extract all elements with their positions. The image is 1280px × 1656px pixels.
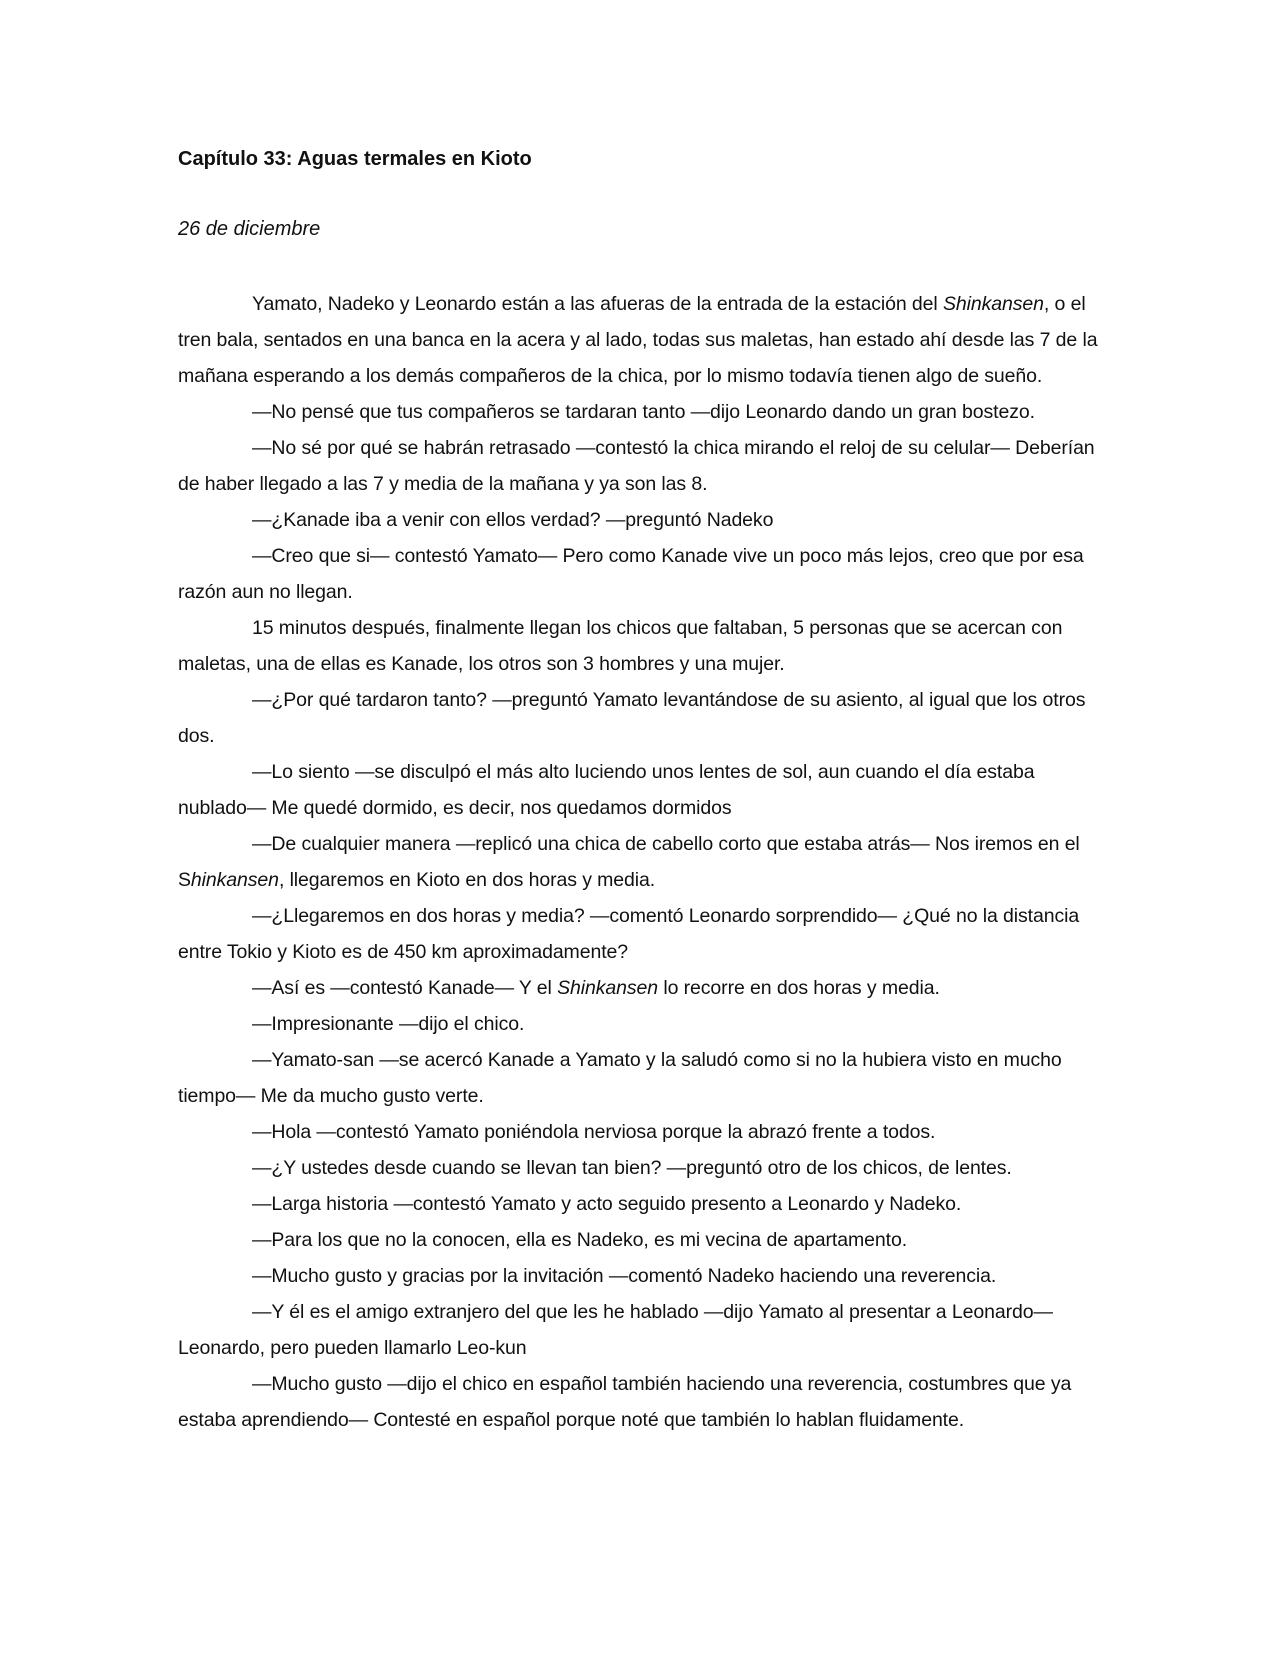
text-run: , o el tren bala, sentados en una banca en la acera y al lado, todas sus maletas, han estado ahí desde las 7 de la mañana esperando a los demás compañeros de la chica, por lo mismo todavía tienen algo de sueño.: [178, 293, 1098, 387]
italic-text-run: Shinkansen: [557, 977, 659, 999]
story-paragraph: [178, 754, 1103, 826]
text-run: —Larga historia —contestó Yamato y acto seguido presento a Leonardo y Nadeko.: [252, 1193, 962, 1215]
story-paragraph: [178, 1042, 1103, 1114]
italic-text-run: hinkansen: [190, 869, 279, 891]
text-run: 15 minutos después, finalmente llegan los chicos que faltaban, 5 personas que se acercan con maletas, una de ellas es Kanade, los otros son 3 hombres y una mujer.: [178, 617, 1063, 675]
text-run: —¿Por qué tardaron tanto? —preguntó Yamato levantándose de su asiento, al igual que los otros dos.: [178, 689, 1086, 747]
text-run: —Impresionante —dijo el chico.: [252, 1013, 525, 1035]
italic-text-run: Shinkansen: [942, 293, 1044, 315]
text-run: —No pensé que tus compañeros se tardaran tanto —dijo Leonardo dando un gran bostezo.: [252, 401, 1035, 423]
story-paragraph: [178, 502, 1103, 538]
story-paragraph: [178, 610, 1103, 682]
text-run: lo recorre en dos horas y media.: [658, 977, 940, 999]
story-paragraph: [178, 1150, 1103, 1186]
story-paragraph: [178, 970, 1103, 1006]
chapter-title: Capítulo 33: Aguas termales en Kioto: [178, 148, 532, 170]
chapter-date: 26 de diciembre: [178, 218, 321, 240]
story-paragraph: [178, 1186, 1103, 1222]
text-run: —Para los que no la conocen, ella es Nadeko, es mi vecina de apartamento.: [252, 1229, 908, 1251]
story-paragraph: [178, 394, 1103, 430]
text-run: —Y él es el amigo extranjero del que les he hablado —dijo Yamato al presentar a Leonardo— Leonardo, pero pueden llamarlo Leo-kun: [178, 1301, 1053, 1359]
story-body: [178, 286, 1103, 1438]
story-paragraph: [178, 1114, 1103, 1150]
story-paragraph: [178, 1006, 1103, 1042]
text-run: , llegaremos en Kioto en dos horas y media.: [278, 869, 656, 891]
text-run: —Yamato-san —se acercó Kanade a Yamato y la saludó como si no la hubiera visto en mucho tiempo— Me da mucho gusto verte.: [178, 1049, 1062, 1107]
story-paragraph: [178, 1258, 1103, 1294]
text-run: —De cualquier manera —replicó una chica de cabello corto que estaba atrás— Nos iremos en el S: [178, 833, 1080, 891]
story-paragraph: [178, 1222, 1103, 1258]
text-run: —Creo que si— contestó Yamato— Pero como Kanade vive un poco más lejos, creo que por esa razón aun no llegan.: [178, 545, 1084, 603]
story-paragraph: [178, 1294, 1103, 1366]
text-run: —Mucho gusto y gracias por la invitación —comentó Nadeko haciendo una reverencia.: [252, 1265, 997, 1287]
story-paragraph: [178, 430, 1103, 502]
text-run: —Así es —contestó Kanade— Y el: [252, 977, 558, 999]
story-paragraph: [178, 538, 1103, 610]
text-run: —Hola —contestó Yamato poniéndola nerviosa porque la abrazó frente a todos.: [252, 1121, 936, 1143]
story-paragraph: [178, 682, 1103, 754]
text-run: —¿Kanade iba a venir con ellos verdad? —preguntó Nadeko: [252, 509, 774, 531]
text-run: —No sé por qué se habrán retrasado —contestó la chica mirando el reloj de su celular— Deberían de haber llegado a las 7 y media de la mañana y ya son las 8.: [178, 437, 1095, 495]
story-paragraph: [178, 1366, 1103, 1438]
text-run: —¿Y ustedes desde cuando se llevan tan bien? —preguntó otro de los chicos, de lentes.: [252, 1157, 1012, 1179]
story-paragraph: [178, 826, 1103, 898]
story-paragraph: [178, 286, 1103, 394]
text-run: Yamato, Nadeko y Leonardo están a las afueras de la entrada de la estación del: [252, 293, 943, 315]
document-content: [178, 144, 1103, 1438]
text-run: —Mucho gusto —dijo el chico en español también haciendo una reverencia, costumbres que ya estaba aprendiendo— Contesté en español porque noté que también lo hablan fluidamente.: [178, 1373, 1072, 1431]
story-paragraph: [178, 898, 1103, 970]
text-run: —Lo siento —se disculpó el más alto luciendo unos lentes de sol, aun cuando el día estaba nublado— Me quedé dormido, es decir, nos quedamos dormidos: [178, 761, 1035, 819]
text-run: —¿Llegaremos en dos horas y media? —comentó Leonardo sorprendido— ¿Qué no la distancia entre Tokio y Kioto es de 450 km aproximadamente?: [178, 905, 1080, 963]
